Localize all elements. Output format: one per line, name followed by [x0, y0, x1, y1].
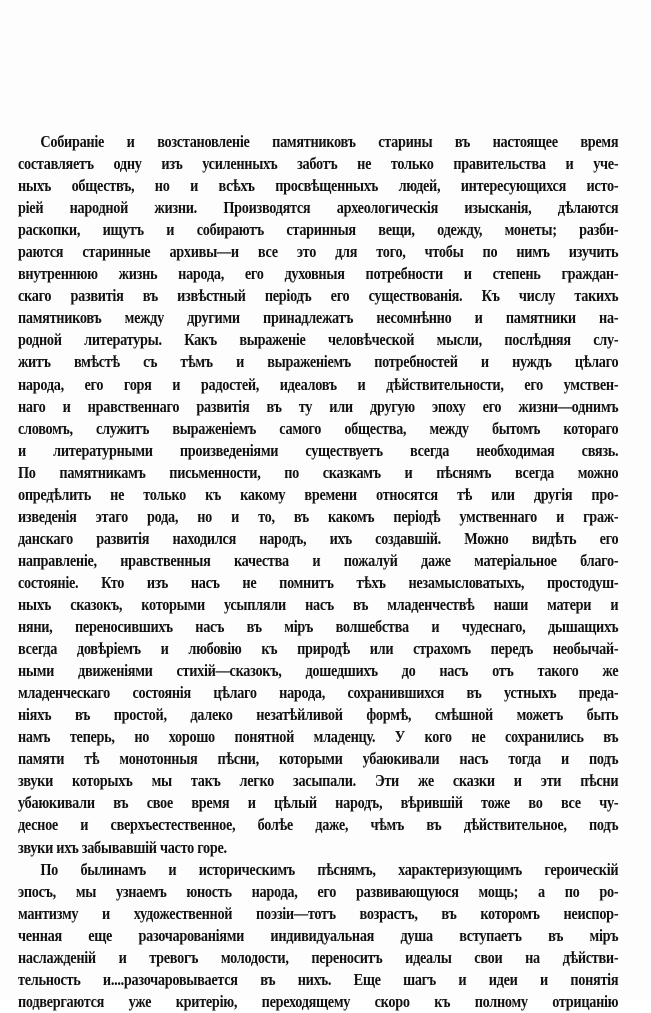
text-line: звуки ихъ забывавшій часто горе.	[18, 837, 227, 857]
text-line: всегда довѣріемъ и любовію къ природѣ или страхомъ передъ необычай-	[18, 639, 619, 659]
text-line: ныхъ сказокъ, которыми усыпляли насъ въ младенчествѣ наши матери и	[18, 594, 619, 614]
paragraph	[18, 859, 618, 1013]
text-line: Собираніе и возстановленіе памятниковъ старины въ настоящее время	[40, 132, 619, 151]
text-line: ными движеніями стихій—сказокъ, дошедшихъ до насъ отъ такого же	[18, 661, 619, 681]
text-line: ченная еще разочарованіями индивидуальная душа вступаетъ въ міръ	[18, 925, 619, 945]
text-line: звуки которыхъ мы такъ легко засыпали. Эти же сказки и эти пѣсни	[18, 771, 619, 791]
text-line: словомъ, служитъ выраженіемъ самого общества, между бытомъ котораго	[18, 418, 619, 438]
text-line: намъ теперь, но хорошо понятной младенцу. У кого не сохранились въ	[18, 727, 619, 747]
text-line: По былинамъ и историческимъ пѣснямъ, характеризующимъ героическій	[40, 859, 619, 879]
text-line: направленіе, нравственныя качества и пожалуй даже матеріальное благо-	[18, 550, 619, 570]
text-line: ріей народной жизни. Производятся археологическія изысканія, дѣлаются	[18, 198, 619, 218]
text-line: подвергаются уже критерію, переходящему скоро къ полному отрицанію	[18, 991, 619, 1011]
text-line: раскопки, ищутъ и собираютъ старинныя вещи, одежду, монеты; разби-	[18, 220, 619, 240]
text-line: наслажденій и тревогъ молодости, переноситъ идеалы свои на дѣйстви-	[18, 947, 619, 967]
text-line: народа, его горя и радостей, идеаловъ и дѣйствительности, его умствен-	[18, 374, 619, 394]
text-line: мантизму и художественной поэзіи—тотъ возрастъ, въ которомъ неиспор-	[18, 903, 619, 923]
text-line: няни, переносившихъ насъ въ міръ волшебства и чудеснаго, дышащихъ	[18, 617, 619, 637]
text-line: памяти тѣ монотонныя пѣсни, которыми убаюкивали насъ тогда и подъ	[18, 749, 619, 769]
text-line: наго и нравственнаго развитія въ ту или другую эпоху его жизни—однимъ	[18, 396, 619, 416]
text-line: младенческаго состоянія цѣлаго народа, сохранившихся въ устныхъ преда-	[18, 683, 619, 703]
text-line: опредѣлить не только къ какому времени относятся тѣ или другія про-	[18, 484, 619, 504]
text-line: родной литературы. Какъ выраженіе человѣческой мысли, послѣдняя слу-	[18, 330, 619, 350]
text-line: житъ вмѣстѣ съ тѣмъ и выраженіемъ потребностей и нуждъ цѣлаго	[18, 352, 619, 372]
text-line: изведенія этаго рода, но и то, въ какомъ періодѣ умственнаго и граж-	[18, 506, 619, 526]
text-line: По памятникамъ письменности, по сказкамъ и пѣснямъ всегда можно	[18, 462, 619, 482]
text-line: десное и сверхъестественное, болѣе даже, чѣмъ въ дѣйствительное, подъ	[18, 815, 619, 835]
body-text	[18, 131, 618, 1013]
text-line: и литературными произведеніями существуетъ всегда необходимая связь.	[18, 440, 619, 460]
text-line: памятниковъ между другими принадлежатъ несомнѣнно и памятники на-	[18, 308, 619, 328]
text-line: ніяхъ въ простой, далеко незатѣйливой формѣ, смѣшной можетъ быть	[18, 705, 619, 725]
text-line: составляетъ одну изъ усиленныхъ заботъ не только правительства и уче-	[18, 154, 619, 174]
text-line: внутреннюю жизнь народа, его духовныя потребности и степень граждан-	[18, 264, 619, 284]
text-line: убаюкивали въ свое время и цѣлый народъ, вѣрившій тоже во все чу-	[18, 793, 619, 813]
text-line: скаго развитія въ извѣстный періодъ его существованія. Къ числу такихъ	[18, 286, 619, 306]
text-line: тельность и....разочаровывается въ нихъ. Еще шагъ и идеи и понятія	[18, 969, 619, 989]
text-line: ныхъ обществъ, но и всѣхъ просвѣщенныхъ людей, интересующихся исто-	[18, 176, 619, 196]
paragraph	[18, 131, 618, 859]
text-line: раются старинные архивы—и все это для того, чтобы по нимъ изучить	[18, 242, 619, 262]
text-line: состояніе. Кто изъ насъ не помнитъ тѣхъ незамысловатыхъ, простодуш-	[18, 572, 619, 592]
text-line: эпосъ, мы узнаемъ юность народа, его развивающуюся мощь; а по ро-	[18, 881, 619, 901]
text-line: данскаго развитія находился народъ, ихъ создавшій. Можно видѣть его	[18, 528, 619, 548]
